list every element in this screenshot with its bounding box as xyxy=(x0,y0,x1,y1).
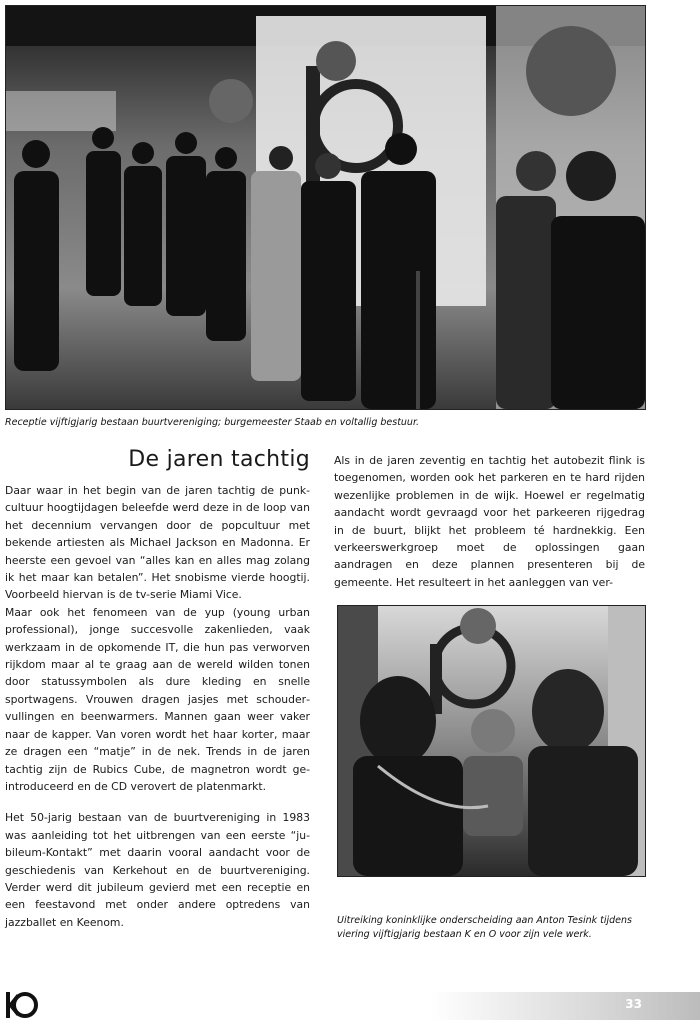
ko-logo-icon xyxy=(4,989,40,1021)
photo-caption-top: Receptie vijftigjarig bestaan buurtvereniging; burgemeester Staab en voltallig bestuur. xyxy=(5,417,420,428)
paragraph-verkeer: Als in de jaren zeventig en tachtig het autobezit flink is toegenomen, worden ook het parkeren en te hard rijden wezenlijke problemen in de wijk. Hoewel er regelmatig aandacht wordt gevraagd voor het parkeeren rijgedrag in de buurt, blijkt het probleem té hardnekkig. Een verkeerswerkgroep moet de oplossingen gaan aandragen en deze plannen presenteren bij de gemeente. Het resulteert in het aanleggen van ver- xyxy=(334,454,645,589)
paragraph-punk-popcultuur: Daar waar in het begin van de jaren tachtig de punkcultuur hoogtijdagen beleefde werd deze in de loop van het decennium vervangen door de popcultuur met bekende artiesten als Michael Jackson en Madonna. Er heerste een gevoel van “alles kan en alles mag zolang ik het maar kan betalen”. Het snobisme vierde hoogtij. Voorbeeld hiervan is de tv-serie Miami Vice. xyxy=(5,484,310,602)
decoration-photo-image xyxy=(338,606,645,876)
footer-bar xyxy=(430,992,700,1020)
photo-decoration xyxy=(337,605,646,877)
paragraph-jubileum: Het 50-jarig bestaan van de buurtvereniging in 1983 was aanleiding tot het uitbrengen van een eerste “jubileum-Kontakt” met daarin vooral aandacht voor de geschiedenis van Kerkehout en de buurtvereniging. Verder werd dit jubileum gevierd met een receptie en een feestavond met onder andere optredens van jazzballet en Keenom. xyxy=(5,811,310,929)
photo-caption-bottom: Uitreiking koninklijke onderscheiding aan Anton Tesink tijdens viering vijftigjarig bestaan K en O voor zijn vele werk. xyxy=(337,915,632,940)
paragraph-yup: Maar ook het fenomeen van de yup (young urban professional), jonge succesvolle zakenlieden, vaak werkzaam in de opkomende IT, die hun pas verworven rijkdom maar al te graag aan de wereld wilden tonen door statussymbolen als dure kleding en snelle sportwagens. Vrouwen dragen jasjes met schoudervullingen en beenwarmers. Mannen gaan weer vaker naar de kapper. Van voren wordt het haar korter, maar ze dragen een “matje” in de nek. Trends in de jaren tachtig zijn de Rubics Cube, de magnetron wordt geintroduceerd en de CD verovert de platenmarkt. xyxy=(5,605,310,793)
page-number: 33 xyxy=(625,997,642,1011)
article-left-column xyxy=(5,482,310,931)
article-right-column xyxy=(334,452,645,591)
photo-reception xyxy=(5,5,646,410)
reception-photo-image xyxy=(6,6,645,409)
section-heading: De jaren tachtig xyxy=(128,447,310,472)
